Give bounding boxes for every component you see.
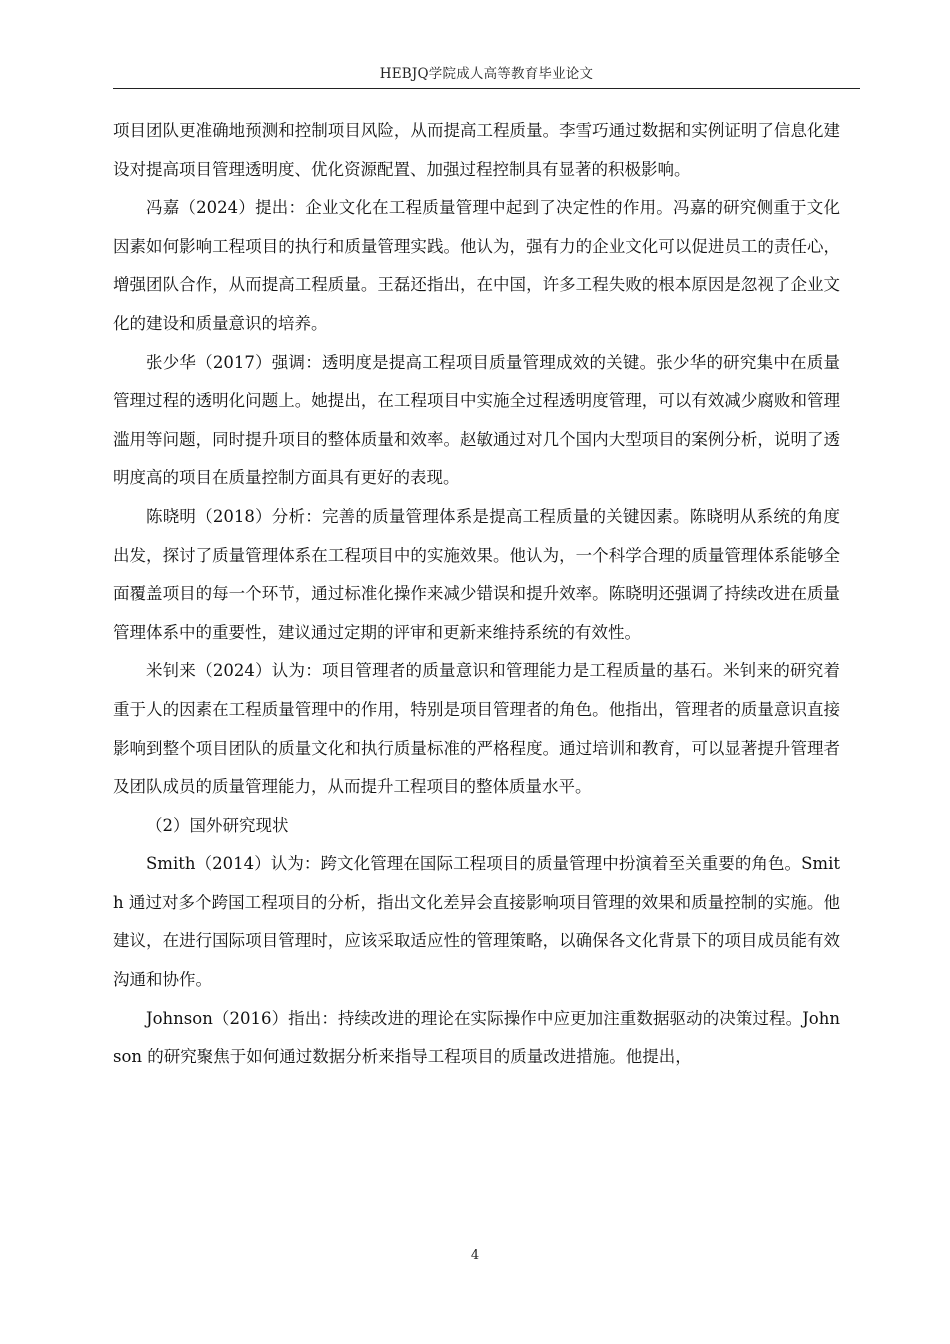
page-number: 4 bbox=[470, 1248, 480, 1263]
paragraph-johnson: Johnson（2016）指出：持续改进的理论在实际操作中应更加注重数据驱动的决策过程。Johnson 的研究聚焦于如何通过数据分析来指导工程项目的质量改进措施。他提出， bbox=[113, 1008, 840, 1067]
section-subheading: （2）国外研究现状 bbox=[146, 815, 289, 835]
paragraph-mi-zhaolai: 米钊来（2024）认为：项目管理者的质量意识和管理能力是工程质量的基石。米钊来的研究着重于人的因素在工程质量管理中的作用，特别是项目管理者的角色。他指出，管理者的质量意识直接影响到整个项目团队的质量文化和执行质量标准的严格程度。通过培训和教育，可以显著提升管理者及团队成员的质量管理能力，从而提升工程项目的整体质量水平。 bbox=[113, 661, 840, 797]
paragraph-zhang-shaohua: 张少华（2017）强调：透明度是提高工程项目质量管理成效的关键。张少华的研究集中在质量管理过程的透明化问题上。她提出，在工程项目中实施全过程透明度管理，可以有效减少腐败和管理滥用等问题，同时提升项目的整体质量和效率。赵敏通过对几个国内大型项目的案例分析，说明了透明度高的项目在质量控制方面具有更好的表现。 bbox=[113, 352, 840, 488]
page-body bbox=[113, 112, 840, 1077]
paragraph-chen-xiaoming: 陈晓明（2018）分析：完善的质量管理体系是提高工程质量的关键因素。陈晓明从系统的角度出发，探讨了质量管理体系在工程项目中的实施效果。他认为，一个科学合理的质量管理体系能够全面覆盖项目的每一个环节，通过标准化操作来减少错误和提升效率。陈晓明还强调了持续改进在质量管理体系中的重要性，建议通过定期的评审和更新来维持系统的有效性。 bbox=[113, 506, 840, 642]
paragraph-feng-jia: 冯嘉（2024）提出：企业文化在工程质量管理中起到了决定性的作用。冯嘉的研究侧重于文化因素如何影响工程项目的执行和质量管理实践。他认为，强有力的企业文化可以促进员工的责任心，增强团队合作，从而提高工程质量。王磊还指出，在中国，许多工程失败的根本原因是忽视了企业文化的建设和质量意识的培养。 bbox=[113, 198, 840, 333]
paragraph-continuation: 项目团队更准确地预测和控制项目风险，从而提高工程质量。李雪巧通过数据和实例证明了信息化建设对提高项目管理透明度、优化资源配置、加强过程控制具有显著的积极影响。 bbox=[113, 121, 840, 179]
running-header: HEBJQ学院成人高等教育毕业论文 bbox=[379, 66, 594, 82]
header-divider bbox=[113, 88, 860, 89]
paragraph-smith: Smith（2014）认为：跨文化管理在国际工程项目的质量管理中扮演着至关重要的角色。Smith 通过对多个跨国工程项目的分析，指出文化差异会直接影响项目管理的效果和质量控制的实施。他建议，在进行国际项目管理时，应该采取适应性的管理策略，以确保各文化背景下的项目成员能有效沟通和协作。 bbox=[113, 854, 840, 990]
